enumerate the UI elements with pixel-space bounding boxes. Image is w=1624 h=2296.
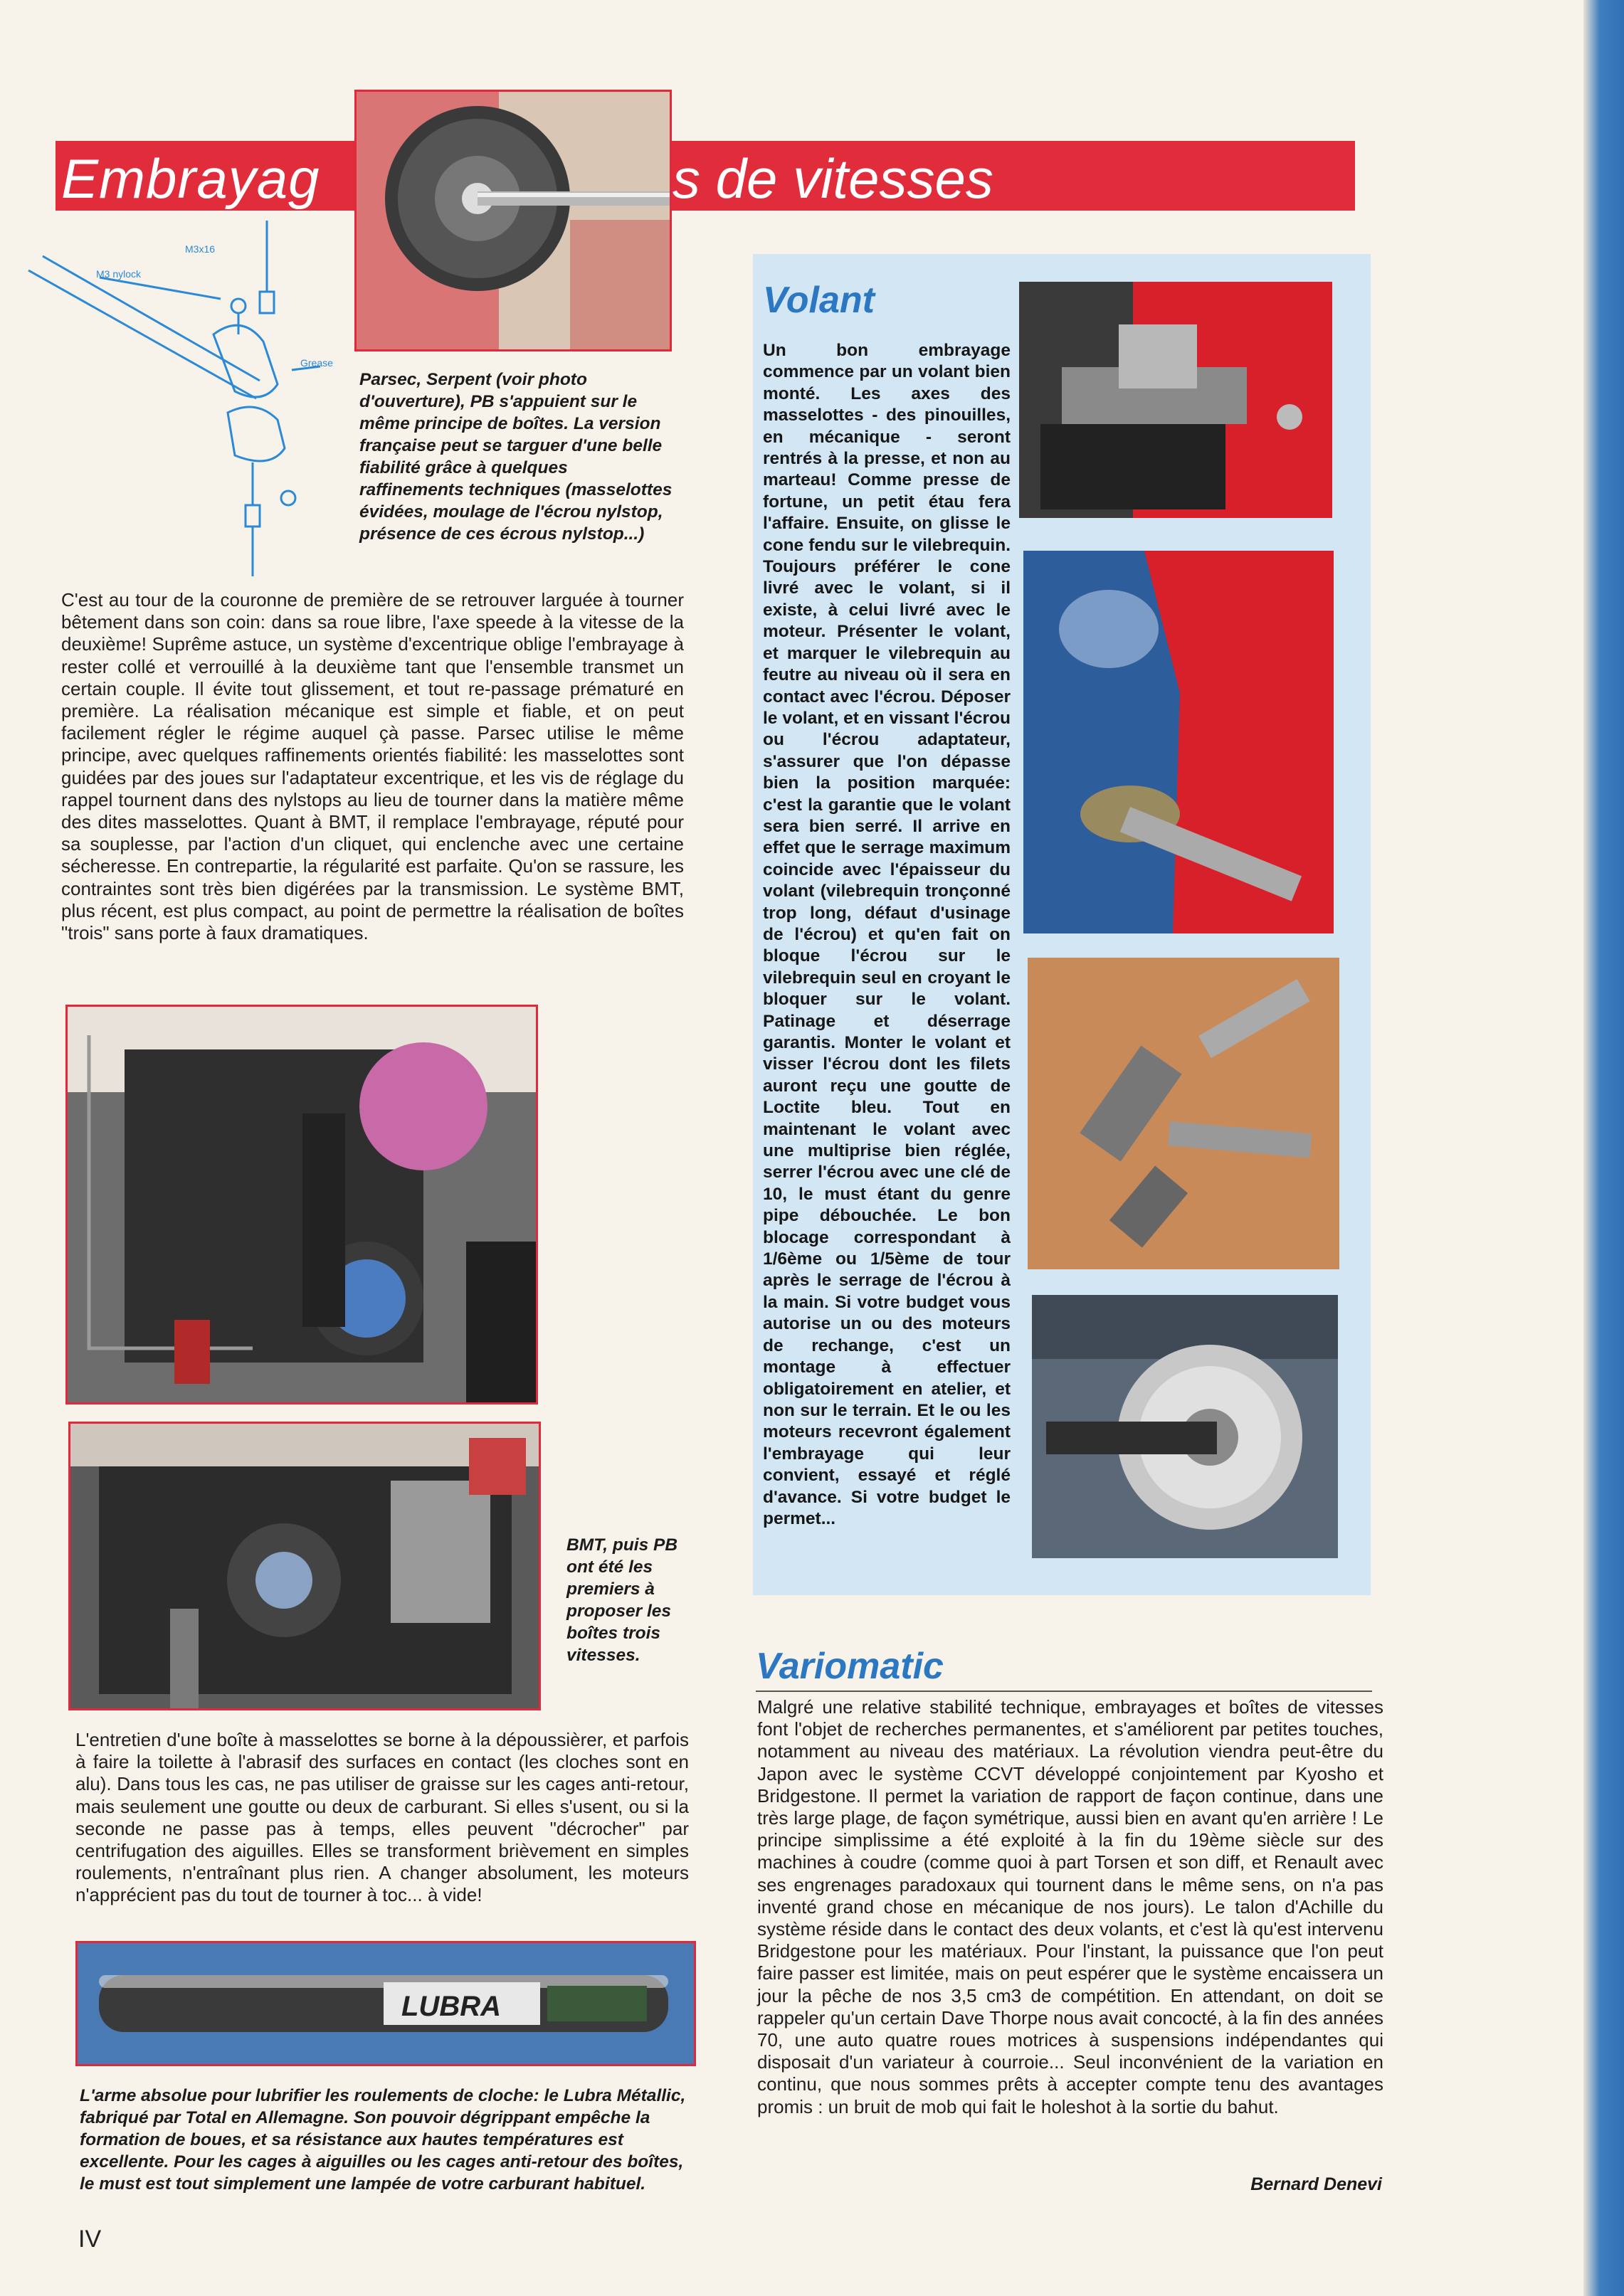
page-spine [1583, 0, 1624, 2296]
caption-bmt-photo: BMT, puis PB ont été les premiers à proposer les boîtes trois vitesses. [566, 1535, 678, 1665]
lubra-label: LUBRA [401, 1991, 501, 2022]
title-left: Embrayag [61, 147, 320, 210]
caption-lubra-photo: L'arme absolue pour lubrifier les roulements de cloche: le Lubra Métallic, fabriqué par Total en Allemagne. Son pouvoir dégrippant empêche la formation de boues, et sa résistance aux hautes températures est excellente. Pour les cages à aiguilles ou les cages anti-retour des boîtes, le must est tout simplement une lampée de votre carburant habituel. [80, 2086, 686, 2194]
lubra-photo [75, 1941, 696, 2066]
bmt-gearbox-photo [68, 1422, 541, 1710]
article-paragraph-2: L'entretien d'une boîte à masselottes se borne à la dépoussièrer, et parfois à faire la toilette à l'abrasif des surfaces en contact (les cloches sont en alu). Dans tous les cas, ne pas utiliser de graisse sur les cages anti-retour, mais seulement une goutte ou deux de carburant. Si elles s'usent, ou si la seconde ne passe pas à temps, elles peuvent "décrocher" par centrifugation des aiguilles. Elles se transforment brièvement en simples roulements, n'entraînant plus rien. A changer absolument, les moteurs n'apprécient pas du tout de tourner à toc... à vide! [75, 1729, 689, 1906]
volant-title: Volant [763, 280, 875, 321]
gear-photo [354, 90, 672, 351]
article-paragraph-1: C'est au tour de la couronne de première de se retrouver larguée à tourner bêtement dans son coin: dans sa roue libre, l'axe speede à la vitesse de la deuxième! Suprême astuce, un système d'excentrique oblige l'embrayage à rester collé et verrouillé à la deuxième tant que l'ensemble transmet un certain couple. Il évite tout glissement, et tout re-passage prématuré en première. La réalisation mécanique est simple et fiable, et on peut facilement régler le régime auquel çà passe. Parsec utilise le même principe, avec quelques raffinements orientés fiabilité: les masselottes sont guidées par des joues sur l'adaptateur excentrique, et les vis de réglage du rappel tournent dans des nylstops au lieu de tourner dans la matière même des dites masselottes. Quant à BMT, il remplace l'embrayage, réputé pour sa souplesse, par l'action d'un cliquet, qui enclenche avec une certaine sécheresse. En contrepartie, la régularité est parfaite. Qu'on se rassure, les contraintes sont très bien digérées par la transmission. Le système BMT, plus récent, est plus compact, au point de permettre la réalisation de boîtes "trois" sans porte à faux dramatiques. [61, 589, 684, 944]
variomatic-title: Variomatic [756, 1646, 944, 1687]
caption-gear-photo: Parsec, Serpent (voir photo d'ouverture), PB s'appuient sur le même principe de boîtes. La version française peut se targuer d'une belle fiabilité grâce à quelques raffinements techniques (masselottes évidées, moulage de l'écrou nylstop, présence de ces écrous nylstop...) [359, 370, 673, 544]
chassis-photo [65, 1005, 538, 1404]
crankshaft-photo [1023, 551, 1334, 933]
clutch-diagram [14, 206, 356, 591]
diagram-label-screw: M3x16 [185, 243, 216, 255]
volant-text: Un bon embrayage commence par un volant bien monté. Les axes des masselottes - des pinouilles, en mécanique - seront rentrés à la presse, et non au marteau! Comme presse de fortune, un petit étau fera l'affaire. Ensuite, on glisse le cone fendu sur le vilebrequin. Toujours préférer le cone livré avec le volant, si il existe, à celui livré avec le moteur. Présenter le volant, et marquer le vilebrequin au feutre au niveau où il sera en contact avec l'écrou. Déposer le volant, et en vissant l'écrou ou l'écrou adaptateur, s'assurer que l'on dépasse bien la position marquée: c'est la garantie que le volant sera bien serré. Il arrive en effet que le serrage maximum coincide avec l'épaisseur du volant (vilebrequin tronçonné trop long, défaut d'usinage de l'écrou) et qu'en fait on bloque l'écrou sur le vilebrequin seul en croyant le bloquer sur le volant. Patinage et déserrage garantis. Monter le volant et visser l'écrou dont les filets auront reçu une goutte de Loctite bleu. Tout en maintenant le volant avec une multiprise bien réglée, serrer l'écrou avec une clé de 10, le must étant du genre pipe débouchée. Le bon blocage correspondant à 1/6ème ou 1/5ème de tour après le serrage de l'écrou à la main. Si votre budget vous autorise un ou des moteurs de rechange, c'est un montage à effectuer obligatoirement en atelier, et non sur le terrain. Et le ou les moteurs recevront également l'embrayage qui leur convient, essayé et réglé d'avance. Si votre budget le permet... [763, 341, 1011, 1528]
variomatic-rule [756, 1691, 1372, 1692]
variomatic-text: Malgré une relative stabilité technique, embrayages et boîtes de vitesses font l'objet de recherches permanentes, et s'améliorent par petites touches, notamment au niveau des matériaux. La révolution viendra peut-être du Japon avec le système CCVT développé conjointement par Kyosho et Bridgestone. Il permet la variation de rapport de façon continue, dans une très large plage, de façon symétrique, aussi bien en avant qu'en arrière ! Le principe simplissime a été exploité à la fin du 19ème siècle sur des machines à coudre (comme quoi à part Torsen et son diff, et Renault avec ses engrenages paradoxaux qui tournent dans le même sens, on n'a pas inventé grand chose en mécanique de nos jours). Le talon d'Achille du système réside dans le contact des deux volants, et c'est là qu'est intervenu Bridgestone pour les matériaux. Pour l'instant, la puissance que l'on peut faire passer est limitée, mais on peut espérer que le système encaissera un jour la pêche de nos 3,5 cm3 de compétition. En attendant, on doit se rappeler qu'un certain Dave Thorpe nous avait concocté, à la fin des années 70, une auto quatre roues motrices à suspensions indépendantes qui disposait d'un variateur à courroie... Seul inconvénient de la variation en continu, que nous sommes prêts à accepter compte tenu des avantages promis : un bruit de mob qui fait le holeshot à la sortie du bahut. [757, 1696, 1383, 2117]
diagram-label-nut: M3 nylock [96, 268, 142, 280]
page-number: IV [78, 2226, 102, 2253]
diagram-label-grease: Grease [300, 357, 333, 369]
title-right: s de vitesses [673, 147, 993, 210]
vise-photo [1019, 282, 1332, 518]
nut-adapters-photo [1028, 958, 1339, 1269]
author-signature: Bernard Denevi [1250, 2174, 1382, 2194]
flywheel-photo [1032, 1295, 1338, 1558]
